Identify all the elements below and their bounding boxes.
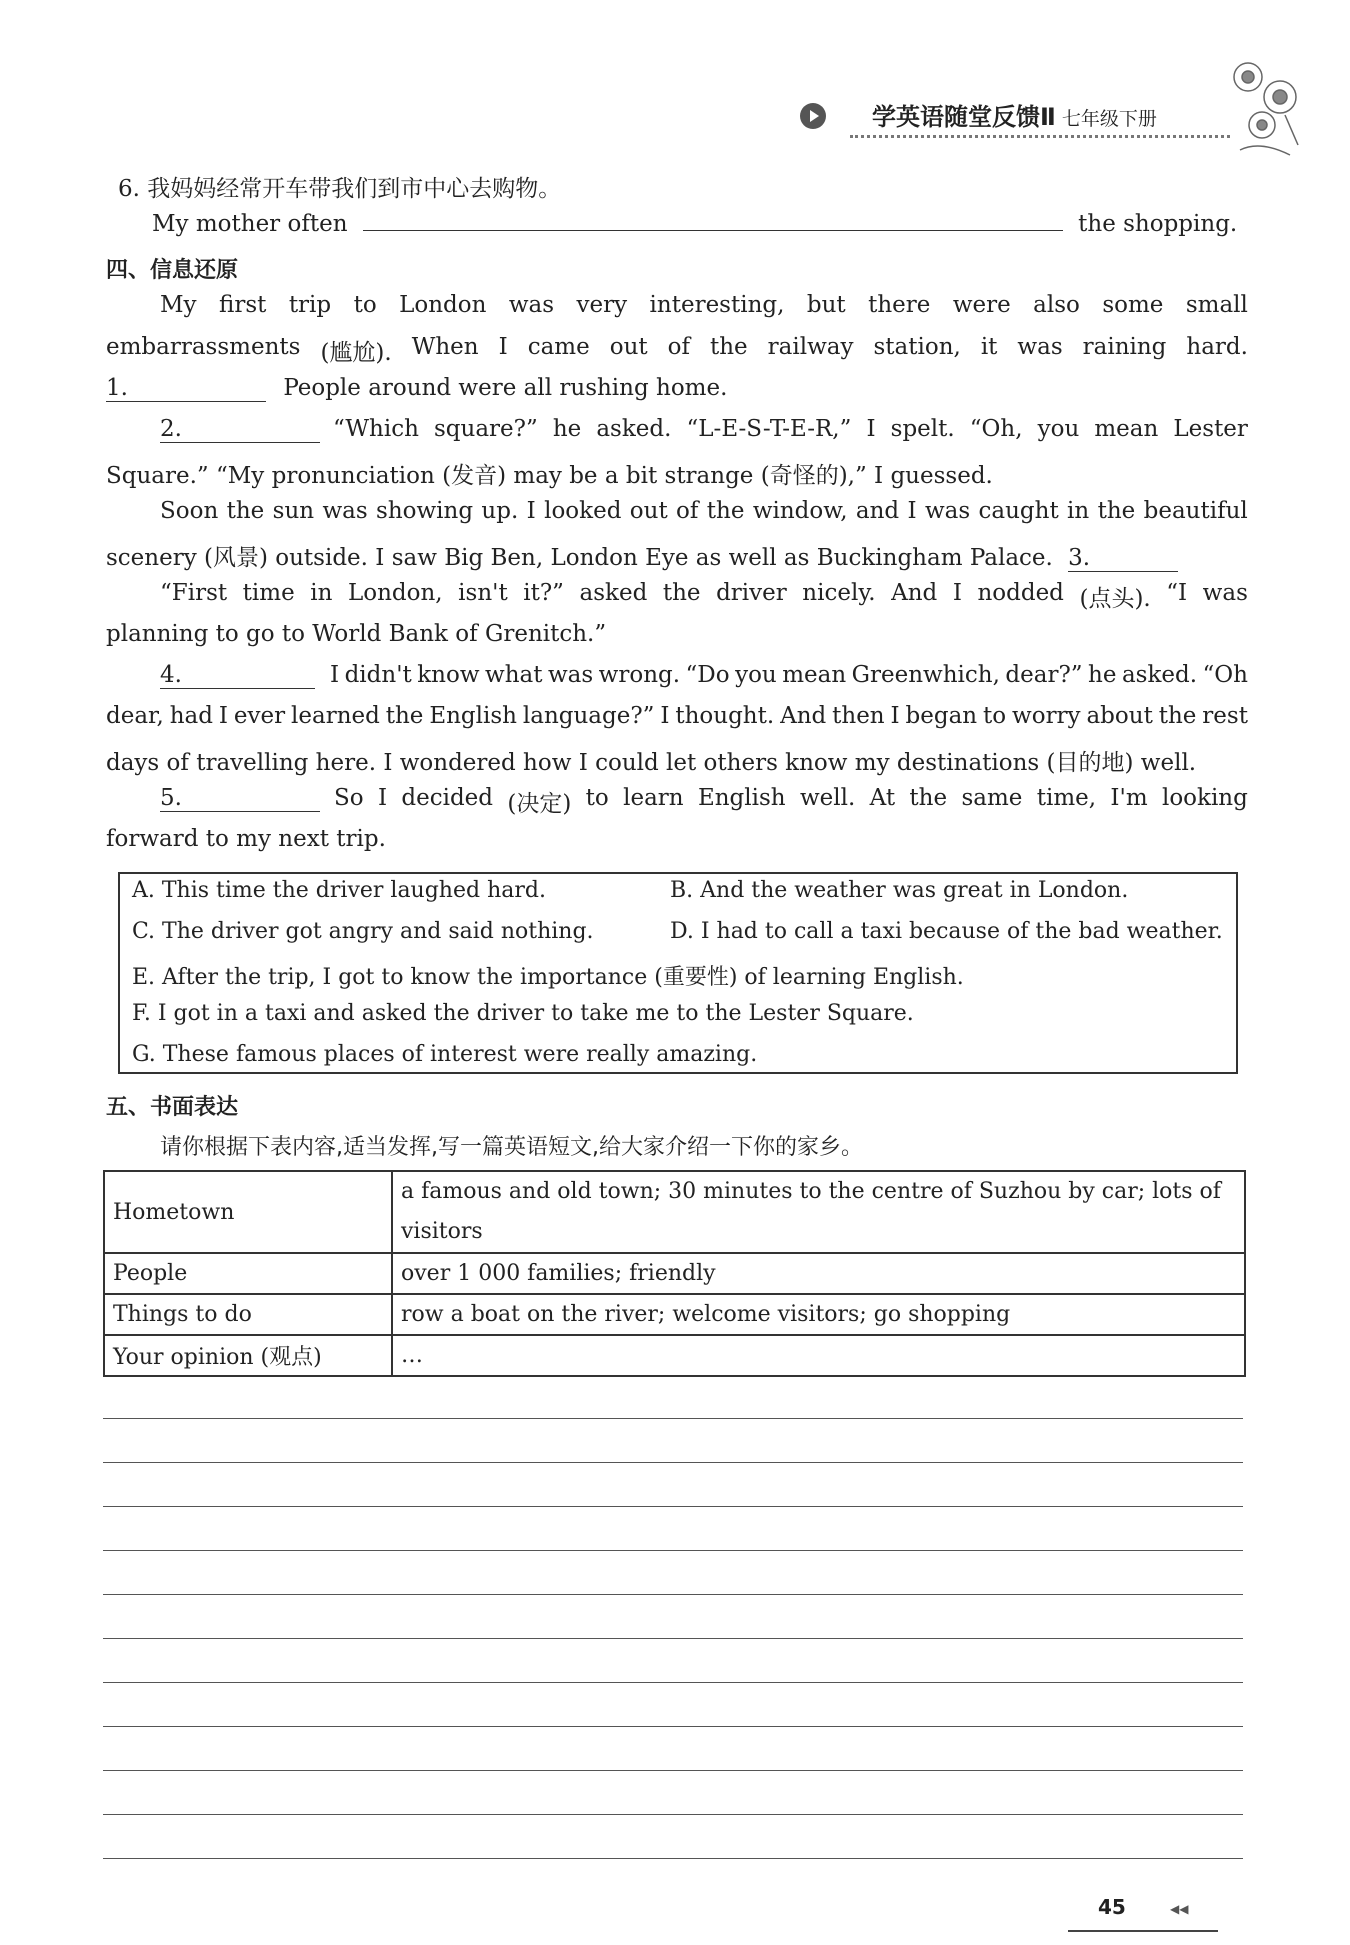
writing-line[interactable] xyxy=(103,1682,1243,1683)
word: of xyxy=(667,334,690,360)
word: it?” xyxy=(523,580,564,606)
word: trip xyxy=(288,292,332,318)
p4-line1 xyxy=(160,580,1248,613)
p1-line3-text: People around were all rushing home. xyxy=(283,375,728,401)
word: the xyxy=(226,498,265,524)
header-dotted-rule xyxy=(850,135,1230,138)
section4-heading: 四、信息还原 xyxy=(106,258,239,283)
word: I xyxy=(660,703,670,729)
word: And xyxy=(891,580,938,606)
word: worry xyxy=(1012,703,1081,729)
page-number-rule xyxy=(1068,1930,1218,1932)
table-row xyxy=(104,1171,1245,1253)
word: I xyxy=(907,498,917,524)
word: London xyxy=(399,292,487,318)
word: there xyxy=(868,292,931,318)
writing-line[interactable] xyxy=(103,1638,1243,1639)
word: spelt. xyxy=(890,416,955,442)
option-g[interactable]: G. These famous places of interest were really amazing. xyxy=(132,1042,758,1067)
table-key: Your opinion (观点) xyxy=(104,1335,392,1376)
word: language?” xyxy=(522,703,655,729)
word: he xyxy=(552,416,582,442)
word: embarrassments xyxy=(106,334,301,360)
p1-line1 xyxy=(160,292,1248,318)
writing-line[interactable] xyxy=(103,1726,1243,1727)
options-box xyxy=(118,872,1238,1074)
p5-blank-wrap xyxy=(160,662,315,689)
option-b[interactable]: B. And the weather was great in London. xyxy=(670,878,1129,903)
word: to xyxy=(585,785,609,811)
word: to xyxy=(983,703,1007,729)
word: but xyxy=(806,292,846,318)
word: in xyxy=(1067,498,1090,524)
word: the xyxy=(706,498,745,524)
word: showing xyxy=(376,498,474,524)
blank-1[interactable]: 1. xyxy=(106,375,266,402)
word: know xyxy=(417,662,480,688)
blank-2[interactable]: 2. xyxy=(160,416,320,443)
word: the xyxy=(1097,498,1136,524)
word: I xyxy=(498,334,508,360)
word: (决定) xyxy=(507,791,572,817)
word: My xyxy=(160,292,197,318)
word: learn xyxy=(623,785,684,811)
word: “I xyxy=(1166,580,1188,606)
word: “Do xyxy=(685,662,730,688)
word: When xyxy=(411,334,479,360)
p2-line2: Square.” “My pronunciation (发音) may be a bit strange (奇怪的),” I guessed. xyxy=(106,463,993,489)
word: mean xyxy=(1094,416,1159,442)
word: the xyxy=(385,703,424,729)
word: So xyxy=(334,785,364,811)
p6-blank-wrap xyxy=(160,785,320,812)
word: hard. xyxy=(1186,334,1248,360)
p2-blank-wrap xyxy=(160,416,320,443)
word: the xyxy=(909,785,948,811)
word: you xyxy=(735,662,777,688)
word: same xyxy=(961,785,1023,811)
writing-line[interactable] xyxy=(103,1506,1243,1507)
p4-line2: planning to go to World Bank of Grenitch.” xyxy=(106,621,607,647)
p1-line3 xyxy=(106,375,727,402)
q6-prompt: 6. 我妈妈经常开车带我们到市中心去购物。 xyxy=(118,176,562,202)
writing-line[interactable] xyxy=(103,1462,1243,1463)
word: English xyxy=(429,703,517,729)
blank-4[interactable]: 4. xyxy=(160,662,315,689)
p5-line2 xyxy=(106,703,1248,729)
word: dear?” xyxy=(1005,662,1083,688)
word: thought. xyxy=(675,703,775,729)
word: then xyxy=(832,703,885,729)
word: station, xyxy=(873,334,961,360)
p1-line2 xyxy=(106,334,1248,367)
word: up. xyxy=(481,498,519,524)
word: I xyxy=(866,416,876,442)
word: time, xyxy=(1036,785,1097,811)
page-header xyxy=(790,95,1250,135)
word: to xyxy=(353,292,377,318)
option-a[interactable]: A. This time the driver laughed hard. xyxy=(132,878,546,903)
word: I'm xyxy=(1110,785,1148,811)
word: well. xyxy=(799,785,856,811)
word: “Oh, xyxy=(969,416,1023,442)
word: driver xyxy=(716,580,787,606)
word: was xyxy=(924,498,971,524)
word: learned xyxy=(291,703,380,729)
word: I xyxy=(952,580,962,606)
p5-line3: days of travelling here. I wondered how I could let others know my destinations (目的地) well. xyxy=(106,750,1197,776)
word: first xyxy=(218,292,267,318)
word: I xyxy=(377,785,388,811)
p3-line2 xyxy=(106,539,1178,572)
word: about xyxy=(1086,703,1153,729)
word: the xyxy=(710,334,748,360)
word: the xyxy=(662,580,701,606)
word: mean xyxy=(782,662,847,688)
table-value: over 1 000 families; friendly xyxy=(392,1253,1245,1294)
p2-line1 xyxy=(333,416,1248,442)
book-subtitle: 七年级下册 xyxy=(1061,108,1157,130)
writing-line[interactable] xyxy=(103,1418,1243,1419)
word: the xyxy=(1158,703,1197,729)
word: (点头). xyxy=(1079,586,1151,612)
word: didn't xyxy=(344,662,412,688)
table-value: a famous and old town; 30 minutes to the centre of Suzhou by car; lots of visitors xyxy=(392,1171,1245,1253)
word: I xyxy=(526,498,536,524)
table-row xyxy=(104,1294,1245,1335)
word: he xyxy=(1088,662,1117,688)
word: was xyxy=(1017,334,1063,360)
word: very xyxy=(576,292,628,318)
writing-line[interactable] xyxy=(103,1594,1243,1595)
word: had xyxy=(169,703,213,729)
word: I xyxy=(218,703,228,729)
word: what xyxy=(485,662,543,688)
word: some xyxy=(1102,292,1164,318)
word: “First xyxy=(160,580,228,606)
word: “Oh xyxy=(1202,662,1248,688)
p5-line1 xyxy=(330,662,1248,688)
page-number: 45 xyxy=(1098,1895,1126,1919)
word: asked xyxy=(579,580,648,606)
table-row xyxy=(104,1253,1245,1294)
word: nodded xyxy=(977,580,1064,606)
word: out xyxy=(629,498,668,524)
word: nicely. xyxy=(802,580,876,606)
word: time xyxy=(242,580,295,606)
table-value: row a boat on the river; welcome visitors; go shopping xyxy=(392,1294,1245,1335)
table-row xyxy=(104,1335,1245,1376)
word: dear, xyxy=(106,703,164,729)
word: decided xyxy=(401,785,494,811)
word: wrong. xyxy=(598,662,681,688)
word: in xyxy=(310,580,333,606)
word: looked xyxy=(544,498,622,524)
writing-line[interactable] xyxy=(103,1550,1243,1551)
word: small xyxy=(1185,292,1248,318)
word: square?” xyxy=(433,416,538,442)
section5-instruction: 请你根据下表内容,适当发挥,写一篇英语短文,给大家介绍一下你的家乡。 xyxy=(160,1135,863,1160)
word: Lester xyxy=(1173,416,1248,442)
word: was xyxy=(508,292,555,318)
word: Soon xyxy=(160,498,219,524)
writing-line[interactable] xyxy=(103,1858,1243,1859)
word: asked. xyxy=(1121,662,1198,688)
word: (尴尬). xyxy=(320,340,392,366)
word: “L-E-S-T-E-R,” xyxy=(686,416,852,442)
p3-line2-text: scenery (风景) outside. I saw Big Ben, London Eye as well as Buckingham Palace. xyxy=(106,545,1053,571)
word: London, xyxy=(347,580,443,606)
word: And xyxy=(780,703,827,729)
option-d[interactable]: D. I had to call a taxi because of the bad weather. xyxy=(670,919,1223,944)
q6-blank[interactable] xyxy=(363,230,1063,231)
section5-heading: 五、书面表达 xyxy=(106,1095,239,1120)
word: was xyxy=(1202,580,1248,606)
sunflower-decoration-icon xyxy=(1220,55,1305,165)
word: of xyxy=(676,498,699,524)
word: out xyxy=(609,334,648,360)
word: Greenwhich, xyxy=(851,662,1000,688)
word: was xyxy=(547,662,594,688)
writing-line[interactable] xyxy=(103,1770,1243,1771)
word: asked. xyxy=(596,416,672,442)
word: caught xyxy=(978,498,1059,524)
word: interesting, xyxy=(649,292,785,318)
p6-line2: forward to my next trip. xyxy=(106,826,386,852)
play-arrow-icon xyxy=(800,103,826,129)
blank-3[interactable]: 3. xyxy=(1068,545,1178,572)
word: and xyxy=(855,498,900,524)
word: was xyxy=(322,498,368,524)
word: ever xyxy=(233,703,286,729)
p3-line1 xyxy=(160,498,1248,524)
q6-end: the shopping. xyxy=(1078,211,1238,237)
q6-answer-line xyxy=(152,211,1237,237)
writing-line[interactable] xyxy=(103,1814,1243,1815)
word: I xyxy=(890,703,900,729)
table-key: Things to do xyxy=(104,1294,392,1335)
word: you xyxy=(1037,416,1080,442)
word: English xyxy=(697,785,786,811)
table-key: People xyxy=(104,1253,392,1294)
word: window, xyxy=(752,498,848,524)
q6-start: My mother often xyxy=(152,211,348,237)
word: sun xyxy=(272,498,315,524)
word: began xyxy=(905,703,978,729)
book-title: 学英语随堂反馈Ⅱ 七年级下册 xyxy=(872,103,1157,131)
word: beautiful xyxy=(1143,498,1248,524)
option-e[interactable]: E. After the trip, I got to know the importance (重要性) of learning English. xyxy=(132,965,964,990)
word: came xyxy=(527,334,590,360)
word: “Which xyxy=(333,416,419,442)
hometown-info-table xyxy=(103,1170,1246,1377)
word: isn't xyxy=(458,580,508,606)
word: At xyxy=(869,785,896,811)
option-c[interactable]: C. The driver got angry and said nothing. xyxy=(132,919,594,944)
option-f[interactable]: F. I got in a taxi and asked the driver to take me to the Lester Square. xyxy=(132,1001,914,1026)
word: railway xyxy=(767,334,854,360)
word: raining xyxy=(1082,334,1167,360)
blank-5[interactable]: 5. xyxy=(160,785,320,812)
word: looking xyxy=(1161,785,1248,811)
double-arrow-left-icon: ◀◀ xyxy=(1170,1902,1189,1916)
p6-line1 xyxy=(334,785,1248,818)
table-value: … xyxy=(392,1335,1245,1376)
word: I xyxy=(330,662,340,688)
word: also xyxy=(1033,292,1080,318)
table-key: Hometown xyxy=(104,1171,392,1253)
word: rest xyxy=(1202,703,1248,729)
word: were xyxy=(952,292,1011,318)
word: it xyxy=(980,334,998,360)
